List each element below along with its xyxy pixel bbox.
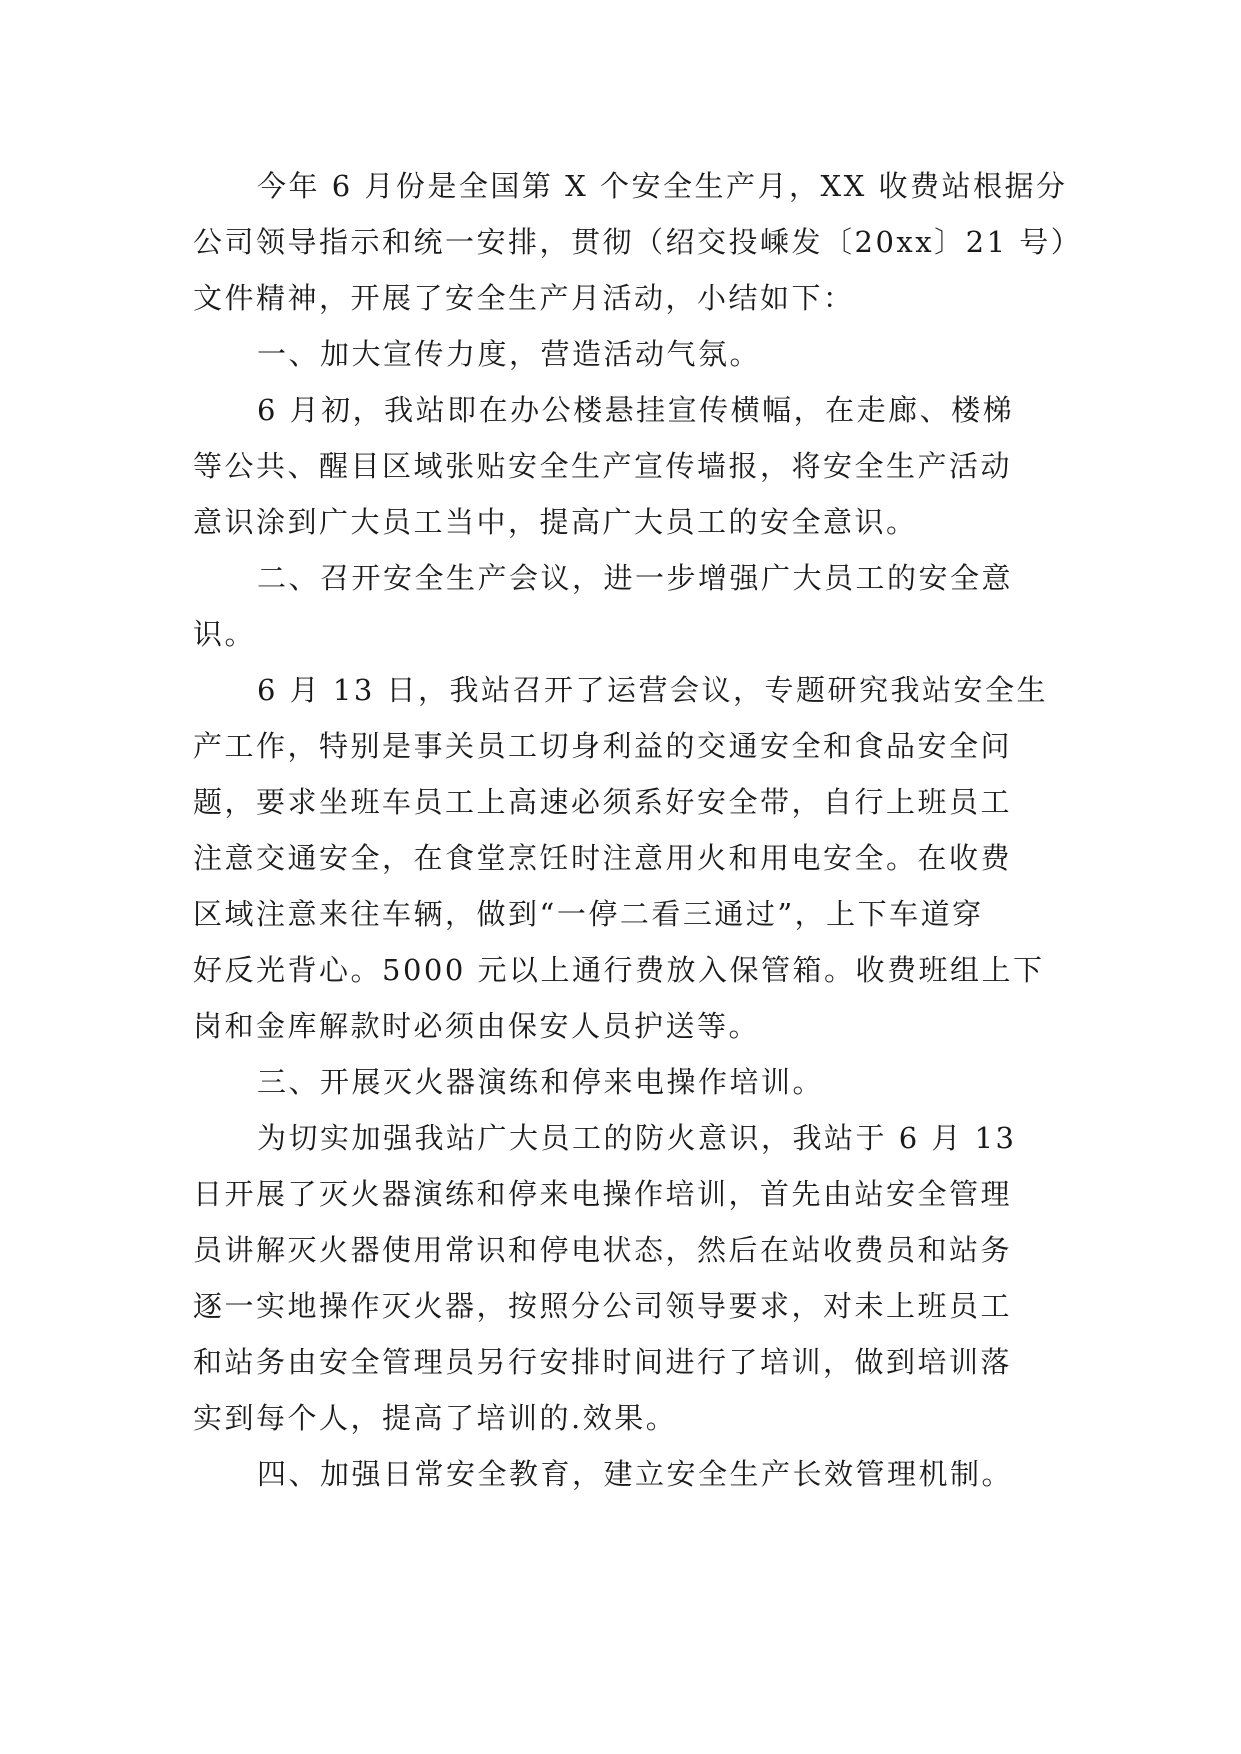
paragraph-2-line-1: 6 月 13 日，我站召开了运营会议，专题研究我站安全生 xyxy=(257,673,1049,707)
paragraph-intro-line-3: 文件精神，开展了安全生产月活动，小结如下： xyxy=(193,281,855,315)
paragraph-3-line-4: 逐一实地操作灭火器，按照分公司领导要求，对未上班员工 xyxy=(193,1289,1013,1323)
paragraph-2-line-7: 岗和金库解款时必须由保安人员护送等。 xyxy=(193,1009,761,1043)
paragraph-3-line-2: 日开展了灭火器演练和停来电操作培训，首先由站安全管理 xyxy=(193,1177,1013,1211)
section-heading-4: 四、加强日常安全教育，建立安全生产长效管理机制。 xyxy=(257,1457,1014,1491)
paragraph-3-line-3: 员讲解灭火器使用常识和停电状态，然后在站收费员和站务 xyxy=(193,1233,1013,1267)
paragraph-1-line-2: 等公共、醒目区域张贴安全生产宣传墙报，将安全生产活动 xyxy=(193,449,1013,483)
paragraph-2-line-2: 产工作，特别是事关员工切身利益的交通安全和食品安全问 xyxy=(193,729,1013,763)
paragraph-3-line-5: 和站务由安全管理员另行安排时间进行了培训，做到培训落 xyxy=(193,1345,1013,1379)
paragraph-2-line-3: 题，要求坐班车员工上高速必须系好安全带，自行上班员工 xyxy=(193,785,1013,819)
paragraph-intro-line-1: 今年 6 月份是全国第 X 个安全生产月，XX 收费站根据分 xyxy=(257,169,1068,203)
section-heading-2-line-1: 二、召开安全生产会议，进一步增强广大员工的安全意 xyxy=(257,561,1014,595)
paragraph-3-line-6: 实到每个人，提高了培训的.效果。 xyxy=(193,1401,678,1435)
section-heading-1: 一、加大宣传力度，营造活动气氛。 xyxy=(257,337,762,371)
paragraph-2-line-6: 好反光背心。5000 元以上通行费放入保管箱。收费班组上下 xyxy=(193,953,1045,987)
paragraph-3-line-1: 为切实加强我站广大员工的防火意识，我站于 6 月 13 xyxy=(257,1121,1017,1155)
paragraph-1-line-3: 意识涂到广大员工当中，提高广大员工的安全意识。 xyxy=(193,505,918,539)
paragraph-1-line-1: 6 月初，我站即在办公楼悬挂宣传横幅，在走廊、楼梯 xyxy=(257,393,1015,427)
paragraph-2-line-5: 区域注意来往车辆，做到“一停二看三通过”，上下车道穿 xyxy=(193,897,984,931)
document-body xyxy=(193,158,1083,1502)
section-heading-2-line-2: 识。 xyxy=(193,617,257,651)
section-heading-3: 三、开展灭火器演练和停来电操作培训。 xyxy=(257,1065,825,1099)
paragraph-intro-line-2: 公司领导指示和统一安排，贯彻（绍交投嵊发〔20xx〕21 号） xyxy=(193,225,1083,259)
paragraph-2-line-4: 注意交通安全，在食堂烹饪时注意用火和用电安全。在收费 xyxy=(193,841,1013,875)
